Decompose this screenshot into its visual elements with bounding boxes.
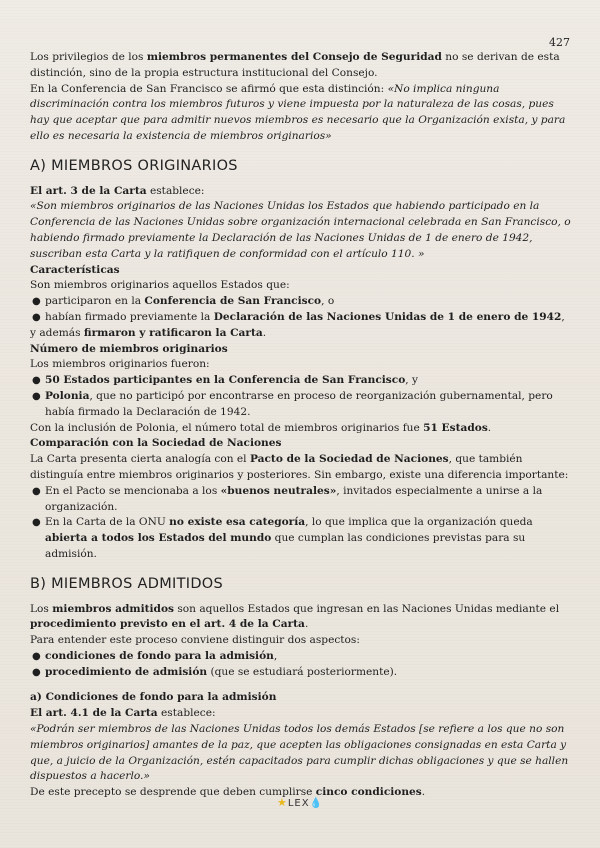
bullet-icon: ●: [32, 485, 41, 497]
spacer: [30, 680, 575, 690]
list-item: ● participaron en la Conferencia de San Francisco, o: [30, 294, 575, 310]
art41-quote: «Podrán ser miembros de las Naciones Unidas todos los demás Estados [se refiere a los que no son miembros originarios] amantes de la paz, que acepten las obligaciones consignadas en esta Carta y que, a juicio de la Organización, estén capacitados para cumplir dichas obligaciones y que se hallen dispuestos a hacerlo.»: [30, 723, 569, 783]
comparacion-list: [30, 484, 575, 563]
footer-logo: [0, 796, 600, 809]
section-a-heading: A) MIEMBROS ORIGINARIOS: [30, 157, 238, 174]
list-item: ● habían firmado previamente la Declaración de las Naciones Unidas de 1 de enero de 1942,: [30, 310, 575, 326]
bullet-icon: ●: [32, 390, 41, 402]
caracteristicas-heading: Características: [30, 263, 120, 276]
art41-intro: El art. 4.1 de la Carta establece:: [30, 707, 216, 720]
bullet-icon: ●: [32, 375, 41, 387]
intro-paragraph-2: En la Conferencia de San Francisco se afirmó que esta distinción: «No implica ninguna discriminación contra los miembros futuros y viene impuesta por la naturaleza de las cosas, pues hay que aceptar que para admitir nuevos miembros es necesario que la Organización exista, y para ello es necesaria la existencia de miembros originarios»: [30, 82, 566, 142]
page-content: [30, 50, 575, 801]
art3-intro: El art. 3 de la Carta establece:: [30, 184, 205, 197]
star-icon: ★: [276, 796, 288, 809]
bullet-icon: ●: [32, 311, 41, 323]
admitidos-paragraph: Los miembros admitidos son aquellos Estados que ingresan en las Naciones Unidas mediante el procedimiento previsto en el art. 4 de la Carta.: [30, 602, 560, 631]
numero-end: Con la inclusión de Polonia, el número total de miembros originarios fue 51 Estados.: [30, 421, 492, 434]
admitidos-list: [30, 649, 575, 681]
list-item: ● Polonia, que no participó por encontrarse en proceso de reorganización gubernamental, pero había firmado la Declaración de 1942.: [32, 389, 553, 418]
footer-text: LEX: [287, 798, 310, 809]
section-b-heading: B) MIEMBROS ADMITIDOS: [30, 575, 224, 592]
caracteristicas-intro: Son miembros originarios aquellos Estados que:: [30, 279, 290, 292]
page-number: 427: [549, 36, 570, 49]
numero-heading: Número de miembros originarios: [30, 342, 228, 355]
intro-quote: «No implica ninguna discriminación contra los miembros futuros y viene impuesta por la naturaleza de las cosas, pues hay que aceptar que para admitir nuevos miembros es necesario que la Organización exista, y para ello es necesaria la existencia de miembros originarios»: [30, 82, 566, 142]
admitidos-intro: Para entender este proceso conviene distinguir dos aspectos:: [30, 634, 360, 647]
bullet-icon: ●: [32, 650, 41, 662]
intro-paragraph-1: Los privilegios de los miembros permanentes del Consejo de Seguridad no se derivan de esta distinción, sino de la propia estructura institucional del Consejo.: [30, 51, 560, 79]
bullet-icon: ●: [32, 296, 41, 308]
caracteristicas-list: [30, 294, 575, 326]
numero-intro: Los miembros originarios fueron:: [30, 358, 210, 371]
art3-quote: «Son miembros originarios de las Naciones Unidas los Estados que habiendo participado en la Conferencia de las Naciones Unidas sobre organización internacional celebrada en San Francisco, o habiendo firmado previamente la Declaración de las Naciones Unidas de 1 de enero de 1942, suscriban esta Carta y la ratifiquen de conformidad con el artículo 110. »: [30, 200, 571, 260]
bullet-icon: ●: [32, 666, 41, 678]
comparacion-heading: Comparación con la Sociedad de Naciones: [30, 437, 282, 450]
list-item: ● procedimiento de admisión (que se estudiará posteriormente).: [30, 665, 575, 681]
caracteristicas-end: y además firmaron y ratificaron la Carta.: [30, 326, 267, 339]
list-item: ● En el Pacto se mencionaba a los «buenos neutrales», invitados especialmente a unirse a la organización.: [32, 484, 543, 513]
bullet-icon: ●: [32, 517, 41, 529]
list-item: ● 50 Estados participantes en la Conferencia de San Francisco, y: [30, 373, 575, 389]
list-item: ● condiciones de fondo para la admisión,: [30, 649, 575, 665]
condiciones-heading: a) Condiciones de fondo para la admisión: [30, 691, 277, 704]
list-item: ● En la Carta de la ONU no existe esa categoría, lo que implica que la organización queda abierta a todos los Estados del mundo que cumplan las condiciones previstas para su admisión.: [32, 516, 533, 560]
drop-icon: 💧: [309, 798, 324, 809]
comparacion-intro: La Carta presenta cierta analogía con el Pacto de la Sociedad de Naciones, que también distinguía entre miembros originarios y posteriores. Sin embargo, existe una diferencia importante:: [30, 453, 569, 481]
numero-list: [30, 373, 575, 420]
condiciones-end: De este precepto se desprende que deben cumplirse cinco condiciones.: [30, 786, 426, 799]
